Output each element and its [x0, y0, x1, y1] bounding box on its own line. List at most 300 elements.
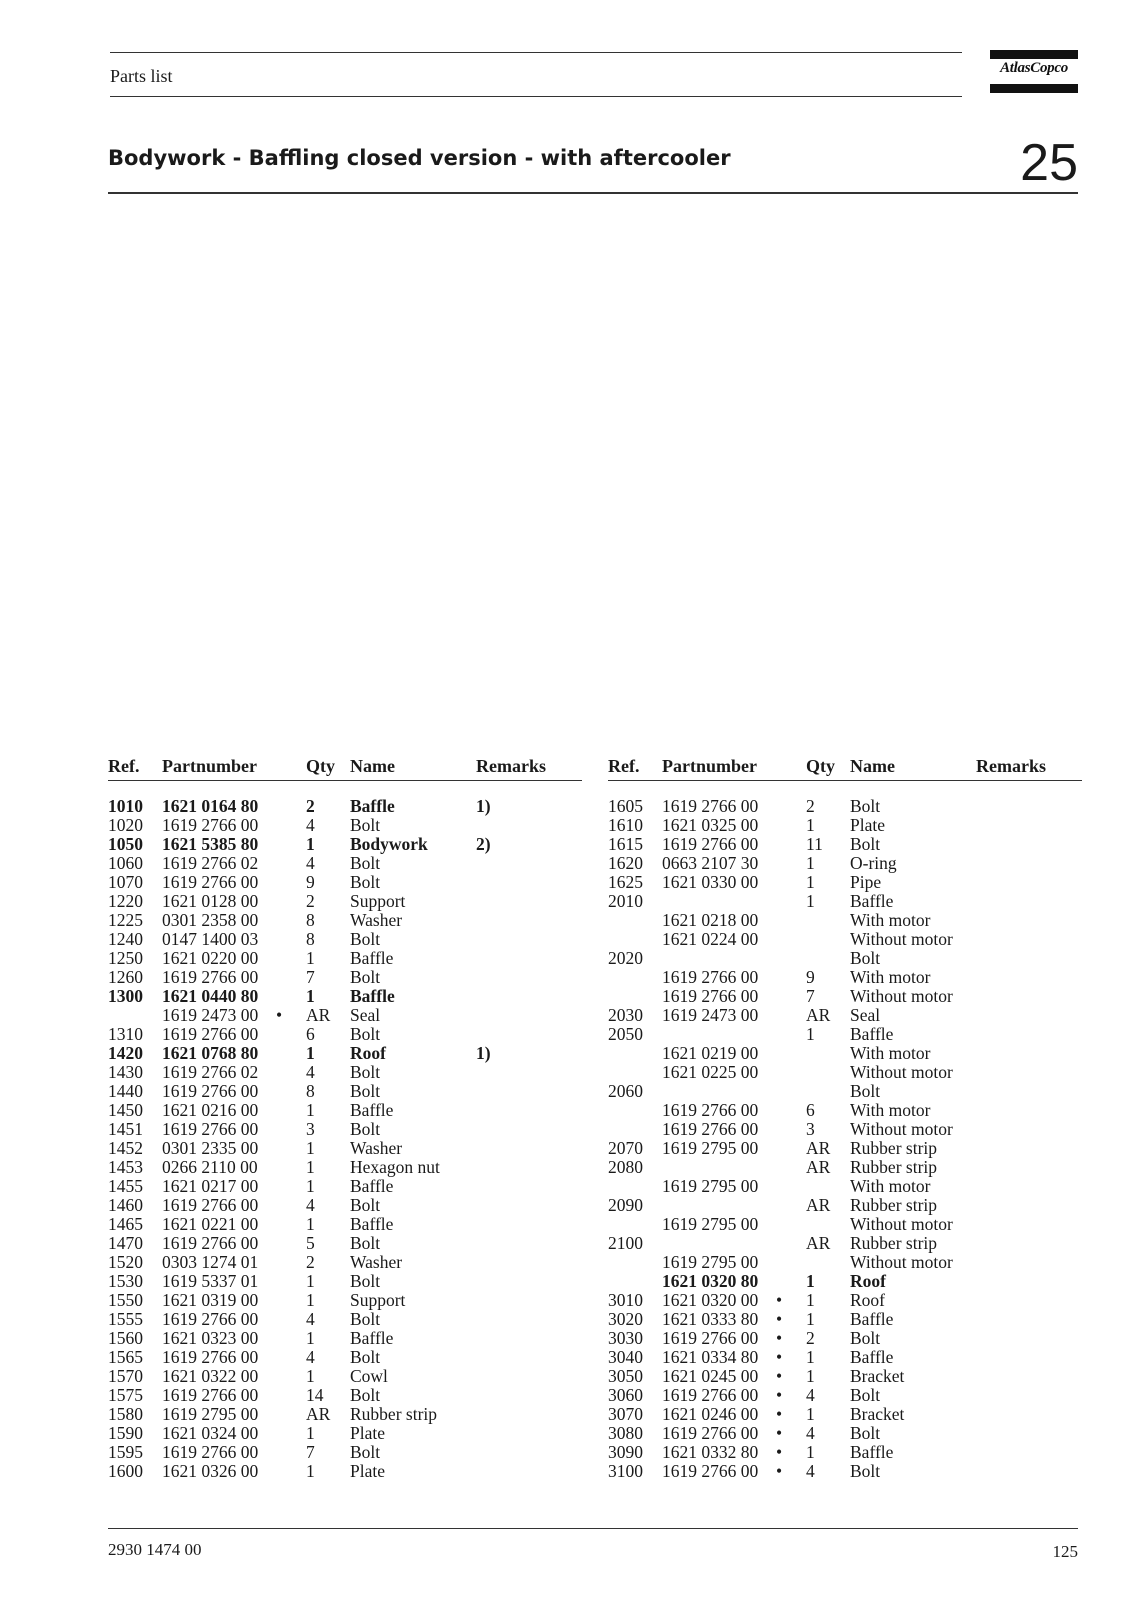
cell-qty: 1	[306, 1271, 315, 1291]
table-row	[108, 1443, 582, 1462]
table-row	[108, 1063, 582, 1082]
cell-qty: 1	[306, 1157, 315, 1177]
cell-ref: 3050	[608, 1366, 643, 1386]
table-row	[608, 1253, 1082, 1272]
cell-ref: 2090	[608, 1195, 643, 1215]
cell-marker: •	[776, 1404, 783, 1424]
table-row	[608, 816, 1082, 835]
cell-name: Bracket	[850, 1404, 905, 1424]
table-row	[108, 968, 582, 987]
cell-name: Roof	[850, 1290, 885, 1310]
cell-qty: 1	[806, 853, 815, 873]
table-row	[608, 1234, 1082, 1253]
cell-qty: 6	[306, 1024, 315, 1044]
cell-qty: 1	[806, 872, 815, 892]
cell-qty: 1	[806, 1347, 815, 1367]
cell-qty: AR	[806, 1005, 831, 1025]
cell-name: Bolt	[350, 1233, 381, 1253]
table-row	[108, 930, 582, 949]
cell-part-number: 1619 2795 00	[662, 1252, 759, 1272]
table-row	[608, 1462, 1082, 1481]
cell-qty: 4	[806, 1423, 815, 1443]
cell-qty: 4	[806, 1461, 815, 1481]
cell-ref: 1600	[108, 1461, 143, 1481]
cell-ref: 1550	[108, 1290, 143, 1310]
cell-qty: 8	[306, 910, 315, 930]
cell-name: Bolt	[350, 1347, 381, 1367]
cell-part-number: 1621 0320 80	[662, 1271, 759, 1291]
cell-qty: 5	[306, 1233, 315, 1253]
cell-qty: 1	[306, 1461, 315, 1481]
cell-qty: 2	[306, 891, 315, 911]
cell-part-number: 1621 0218 00	[662, 910, 759, 930]
cell-qty: 4	[306, 1309, 315, 1329]
cell-qty: 2	[806, 1328, 815, 1348]
cell-name: Bolt	[350, 1385, 381, 1405]
cell-name: Rubber strip	[850, 1195, 938, 1215]
cell-name: Plate	[350, 1461, 385, 1481]
cell-part-number: 1621 0322 00	[162, 1366, 259, 1386]
cell-name: Bolt	[350, 1195, 381, 1215]
cell-ref: 1220	[108, 891, 143, 911]
cell-name: Baffle	[850, 1309, 894, 1329]
table-row	[108, 816, 582, 835]
header-part-number: Partnumber	[662, 756, 757, 776]
cell-name: Baffle	[350, 1100, 394, 1120]
page-title: Bodywork - Baffling closed version - with aftercooler	[108, 146, 731, 170]
cell-qty: 4	[306, 1062, 315, 1082]
cell-qty: AR	[806, 1138, 831, 1158]
cell-part-number: 1621 0221 00	[162, 1214, 259, 1234]
table-row	[608, 1215, 1082, 1234]
cell-marker: •	[776, 1366, 783, 1386]
cell-part-number: 0663 2107 30	[662, 853, 759, 873]
cell-qty: 1	[306, 1100, 315, 1120]
cell-ref: 3020	[608, 1309, 643, 1329]
table-row	[608, 1386, 1082, 1405]
table-row	[608, 1310, 1082, 1329]
cell-qty: 4	[306, 1347, 315, 1367]
cell-marker: •	[776, 1347, 783, 1367]
cell-ref: 1560	[108, 1328, 143, 1348]
cell-ref: 1460	[108, 1195, 143, 1215]
cell-part-number: 1619 2766 00	[162, 1024, 259, 1044]
table-row	[608, 987, 1082, 1006]
cell-ref: 3060	[608, 1385, 643, 1405]
cell-name: Bracket	[850, 1366, 905, 1386]
cell-qty: 3	[306, 1119, 315, 1139]
cell-part-number: 1621 0225 00	[662, 1062, 759, 1082]
table-row	[608, 1101, 1082, 1120]
table-header	[108, 756, 582, 781]
cell-name: Plate	[850, 815, 885, 835]
cell-ref: 3040	[608, 1347, 643, 1367]
cell-part-number: 1621 0323 00	[162, 1328, 259, 1348]
cell-ref: 1451	[108, 1119, 143, 1139]
cell-name: Bolt	[850, 1423, 881, 1443]
cell-qty: 7	[306, 1442, 315, 1462]
cell-part-number: 0147 1400 03	[162, 929, 259, 949]
cell-ref: 3100	[608, 1461, 643, 1481]
cell-remarks: 1)	[476, 796, 491, 816]
cell-ref: 2050	[608, 1024, 643, 1044]
cell-ref: 2100	[608, 1233, 643, 1253]
cell-name: O-ring	[850, 853, 897, 873]
table-row	[608, 1006, 1082, 1025]
logo-wordmark: AtlasCopco	[1000, 60, 1068, 76]
cell-part-number: 1619 2766 00	[162, 872, 259, 892]
table-row	[608, 1329, 1082, 1348]
table-row	[108, 1386, 582, 1405]
cell-part-number: 1621 0320 00	[662, 1290, 759, 1310]
cell-name: Seal	[350, 1005, 381, 1025]
cell-part-number: 1621 0217 00	[162, 1176, 259, 1196]
cell-part-number: 1621 0216 00	[162, 1100, 259, 1120]
cell-name: Bolt	[350, 872, 381, 892]
cell-name: With motor	[850, 1176, 931, 1196]
cell-qty: 1	[306, 1366, 315, 1386]
cell-qty: 14	[306, 1385, 324, 1405]
table-row	[608, 1177, 1082, 1196]
cell-part-number: 0303 1274 01	[162, 1252, 259, 1272]
cell-remarks: 1)	[476, 1043, 491, 1063]
table-row	[108, 1025, 582, 1044]
cell-name: Support	[350, 891, 406, 911]
cell-ref: 1565	[108, 1347, 143, 1367]
cell-ref: 1450	[108, 1100, 143, 1120]
cell-part-number: 1621 5385 80	[162, 834, 259, 854]
cell-qty: 7	[806, 986, 815, 1006]
cell-name: Bolt	[850, 948, 881, 968]
table-row	[608, 1443, 1082, 1462]
cell-qty: AR	[306, 1005, 331, 1025]
cell-name: Rubber strip	[350, 1404, 438, 1424]
cell-part-number: 1619 2795 00	[662, 1176, 759, 1196]
section-label: Parts list	[110, 66, 173, 86]
cell-ref: 2010	[608, 891, 643, 911]
table-row	[108, 1348, 582, 1367]
cell-qty: 1	[806, 891, 815, 911]
cell-part-number: 1619 2766 00	[662, 967, 759, 987]
table-row	[108, 854, 582, 873]
table-row	[608, 1196, 1082, 1215]
cell-name: Plate	[350, 1423, 385, 1443]
cell-ref: 1595	[108, 1442, 143, 1462]
cell-ref: 3070	[608, 1404, 643, 1424]
cell-name: Bolt	[350, 853, 381, 873]
cell-name: With motor	[850, 1100, 931, 1120]
cell-marker: •	[776, 1385, 783, 1405]
cell-part-number: 1621 0330 00	[662, 872, 759, 892]
cell-name: Without motor	[850, 929, 953, 949]
cell-part-number: 1619 2766 00	[662, 1119, 759, 1139]
cell-part-number: 1621 0768 80	[162, 1043, 259, 1063]
cell-part-number: 1619 2766 02	[162, 1062, 259, 1082]
table-row	[108, 1120, 582, 1139]
table-row	[608, 835, 1082, 854]
cell-name: Bolt	[850, 1385, 881, 1405]
cell-part-number: 1619 2795 00	[662, 1138, 759, 1158]
table-body	[608, 797, 1082, 1481]
cell-part-number: 1621 0319 00	[162, 1290, 259, 1310]
table-row	[608, 873, 1082, 892]
table-row	[608, 1348, 1082, 1367]
cell-ref: 1465	[108, 1214, 143, 1234]
cell-qty: 1	[306, 834, 315, 854]
cell-part-number: 1619 2766 00	[662, 1423, 759, 1443]
cell-name: Without motor	[850, 1214, 953, 1234]
cell-ref: 1070	[108, 872, 143, 892]
cell-part-number: 1621 0332 80	[662, 1442, 759, 1462]
table-row	[108, 797, 582, 816]
cell-name: Bolt	[350, 1024, 381, 1044]
cell-ref: 1300	[108, 986, 143, 1006]
cell-ref: 1580	[108, 1404, 143, 1424]
cell-ref: 3030	[608, 1328, 643, 1348]
cell-name: Rubber strip	[850, 1233, 938, 1253]
cell-qty: AR	[306, 1404, 331, 1424]
cell-ref: 1310	[108, 1024, 143, 1044]
table-row	[108, 1405, 582, 1424]
cell-part-number: 1619 2473 00	[662, 1005, 759, 1025]
cell-name: With motor	[850, 910, 931, 930]
cell-part-number: 1619 2766 00	[662, 796, 759, 816]
header-remarks: Remarks	[476, 756, 546, 776]
cell-qty: 1	[306, 986, 315, 1006]
table-row	[108, 892, 582, 911]
cell-qty: 8	[306, 1081, 315, 1101]
cell-name: Baffle	[350, 948, 394, 968]
cell-ref: 1530	[108, 1271, 143, 1291]
table-row	[608, 1158, 1082, 1177]
table-row	[608, 1272, 1082, 1291]
cell-part-number: 1621 0128 00	[162, 891, 259, 911]
cell-part-number: 1621 0224 00	[662, 929, 759, 949]
header-part-number: Partnumber	[162, 756, 257, 776]
table-row	[608, 968, 1082, 987]
table-row	[108, 1272, 582, 1291]
cell-ref: 1260	[108, 967, 143, 987]
cell-qty: 9	[806, 967, 815, 987]
cell-name: Bolt	[850, 1328, 881, 1348]
cell-marker: •	[776, 1290, 783, 1310]
table-row	[108, 1082, 582, 1101]
cell-part-number: 1619 2766 00	[662, 1461, 759, 1481]
cell-name: Bolt	[850, 1081, 881, 1101]
cell-qty: 8	[306, 929, 315, 949]
cell-name: Baffle	[850, 1024, 894, 1044]
cell-ref: 1610	[608, 815, 643, 835]
title-rule	[108, 192, 1078, 194]
cell-ref: 1615	[608, 834, 643, 854]
cell-ref: 1575	[108, 1385, 143, 1405]
table-row	[608, 1367, 1082, 1386]
cell-name: Washer	[350, 910, 403, 930]
cell-ref: 2060	[608, 1081, 643, 1101]
table-row	[108, 1177, 582, 1196]
table-row	[108, 1101, 582, 1120]
table-row	[108, 1462, 582, 1481]
cell-qty: 1	[306, 1214, 315, 1234]
page-number: 125	[1052, 1542, 1078, 1561]
cell-name: Rubber strip	[850, 1138, 938, 1158]
cell-qty: AR	[806, 1157, 831, 1177]
table-row	[108, 911, 582, 930]
cell-ref: 1020	[108, 815, 143, 835]
cell-ref: 1430	[108, 1062, 143, 1082]
cell-part-number: 1619 2795 00	[162, 1404, 259, 1424]
table-row	[108, 1424, 582, 1443]
cell-ref: 1470	[108, 1233, 143, 1253]
table-row	[108, 1139, 582, 1158]
cell-ref: 1240	[108, 929, 143, 949]
cell-qty: 1	[306, 1176, 315, 1196]
cell-ref: 2070	[608, 1138, 643, 1158]
cell-name: With motor	[850, 967, 931, 987]
cell-part-number: 1621 0245 00	[662, 1366, 759, 1386]
cell-remarks: 2)	[476, 834, 491, 854]
table-row	[608, 797, 1082, 816]
cell-ref: 1455	[108, 1176, 143, 1196]
cell-qty: 2	[806, 796, 815, 816]
cell-ref: 1225	[108, 910, 143, 930]
cell-part-number: 1621 0325 00	[662, 815, 759, 835]
cell-name: Bolt	[350, 1081, 381, 1101]
table-row	[108, 1196, 582, 1215]
cell-qty: 1	[806, 1024, 815, 1044]
table-header	[608, 756, 1082, 781]
table-row	[108, 1158, 582, 1177]
cell-name: Support	[350, 1290, 406, 1310]
header-remarks: Remarks	[976, 756, 1046, 776]
table-row	[108, 949, 582, 968]
cell-part-number: 1619 2766 00	[162, 815, 259, 835]
table-row	[108, 1006, 582, 1025]
cell-ref: 1453	[108, 1157, 143, 1177]
cell-ref: 1605	[608, 796, 643, 816]
header-qty: Qty	[306, 756, 335, 776]
cell-part-number: 1619 2766 00	[162, 1309, 259, 1329]
table-row	[608, 1025, 1082, 1044]
header-ref: Ref.	[608, 756, 640, 776]
cell-part-number: 1619 5337 01	[162, 1271, 259, 1291]
cell-qty: 6	[806, 1100, 815, 1120]
cell-part-number: 1619 2766 02	[162, 853, 259, 873]
cell-ref: 2080	[608, 1157, 643, 1177]
cell-part-number: 0301 2335 00	[162, 1138, 259, 1158]
cell-name: Seal	[850, 1005, 881, 1025]
document-number: 2930 1474 00	[108, 1540, 202, 1559]
cell-part-number: 1619 2766 00	[162, 1119, 259, 1139]
cell-qty: 1	[806, 1271, 815, 1291]
cell-qty: 1	[306, 1328, 315, 1348]
cell-qty: 4	[806, 1385, 815, 1405]
cell-name: Bolt	[350, 1442, 381, 1462]
cell-name: Bodywork	[350, 834, 428, 854]
cell-part-number: 1621 0246 00	[662, 1404, 759, 1424]
cell-marker: •	[776, 1461, 783, 1481]
logo-top-bar	[990, 50, 1078, 59]
header-name: Name	[850, 756, 895, 776]
table-row	[608, 1405, 1082, 1424]
cell-ref: 2020	[608, 948, 643, 968]
cell-part-number: 1619 2766 00	[662, 1328, 759, 1348]
cell-name: Washer	[350, 1252, 403, 1272]
cell-name: Baffle	[350, 1214, 394, 1234]
cell-qty: 1	[806, 1309, 815, 1329]
header-name: Name	[350, 756, 395, 776]
cell-ref: 1555	[108, 1309, 143, 1329]
cell-ref: 1440	[108, 1081, 143, 1101]
footer-rule	[108, 1528, 1078, 1529]
header-qty: Qty	[806, 756, 835, 776]
table-row	[108, 1367, 582, 1386]
cell-qty: 7	[306, 967, 315, 987]
parts-table-right	[608, 756, 1082, 1481]
cell-part-number: 1619 2473 00	[162, 1005, 259, 1025]
table-row	[608, 1120, 1082, 1139]
cell-name: Bolt	[350, 929, 381, 949]
cell-part-number: 1621 0333 80	[662, 1309, 759, 1329]
cell-name: Pipe	[850, 872, 882, 892]
logo-bottom-bar	[990, 84, 1078, 93]
cell-part-number: 1621 0440 80	[162, 986, 259, 1006]
cell-name: Hexagon nut	[350, 1157, 440, 1177]
cell-qty: 2	[306, 1252, 315, 1272]
cell-qty: 1	[806, 1366, 815, 1386]
table-row	[608, 892, 1082, 911]
cell-name: Bolt	[350, 1271, 381, 1291]
cell-qty: 2	[306, 796, 315, 816]
cell-ref: 1250	[108, 948, 143, 968]
table-row	[608, 1139, 1082, 1158]
cell-ref: 1625	[608, 872, 643, 892]
cell-qty: 1	[306, 1290, 315, 1310]
table-row	[108, 1329, 582, 1348]
cell-ref: 1590	[108, 1423, 143, 1443]
table-row	[608, 1082, 1082, 1101]
cell-qty: 1	[806, 1290, 815, 1310]
cell-part-number: 1621 0334 80	[662, 1347, 759, 1367]
table-row	[608, 1424, 1082, 1443]
table-row	[608, 930, 1082, 949]
cell-part-number: 1619 2766 00	[162, 1195, 259, 1215]
cell-part-number: 1619 2795 00	[662, 1214, 759, 1234]
cell-marker: •	[776, 1442, 783, 1462]
cell-name: Bolt	[850, 796, 881, 816]
cell-part-number: 1619 2766 00	[662, 986, 759, 1006]
cell-name: Without motor	[850, 986, 953, 1006]
cell-ref: 3090	[608, 1442, 643, 1462]
table-row	[608, 1291, 1082, 1310]
cell-name: Baffle	[350, 1328, 394, 1348]
table-row	[108, 1044, 582, 1063]
cell-qty: 1	[306, 948, 315, 968]
cell-part-number: 1621 0164 80	[162, 796, 259, 816]
cell-name: With motor	[850, 1043, 931, 1063]
cell-part-number: 1619 2766 00	[662, 834, 759, 854]
table-row	[608, 949, 1082, 968]
cell-ref: 2030	[608, 1005, 643, 1025]
cell-part-number: 1619 2766 00	[662, 1385, 759, 1405]
cell-part-number: 1619 2766 00	[162, 1233, 259, 1253]
cell-name: Cowl	[350, 1366, 388, 1386]
cell-ref: 1010	[108, 796, 143, 816]
cell-qty: 4	[306, 815, 315, 835]
cell-name: Without motor	[850, 1252, 953, 1272]
cell-ref: 1570	[108, 1366, 143, 1386]
cell-qty: 1	[806, 1442, 815, 1462]
